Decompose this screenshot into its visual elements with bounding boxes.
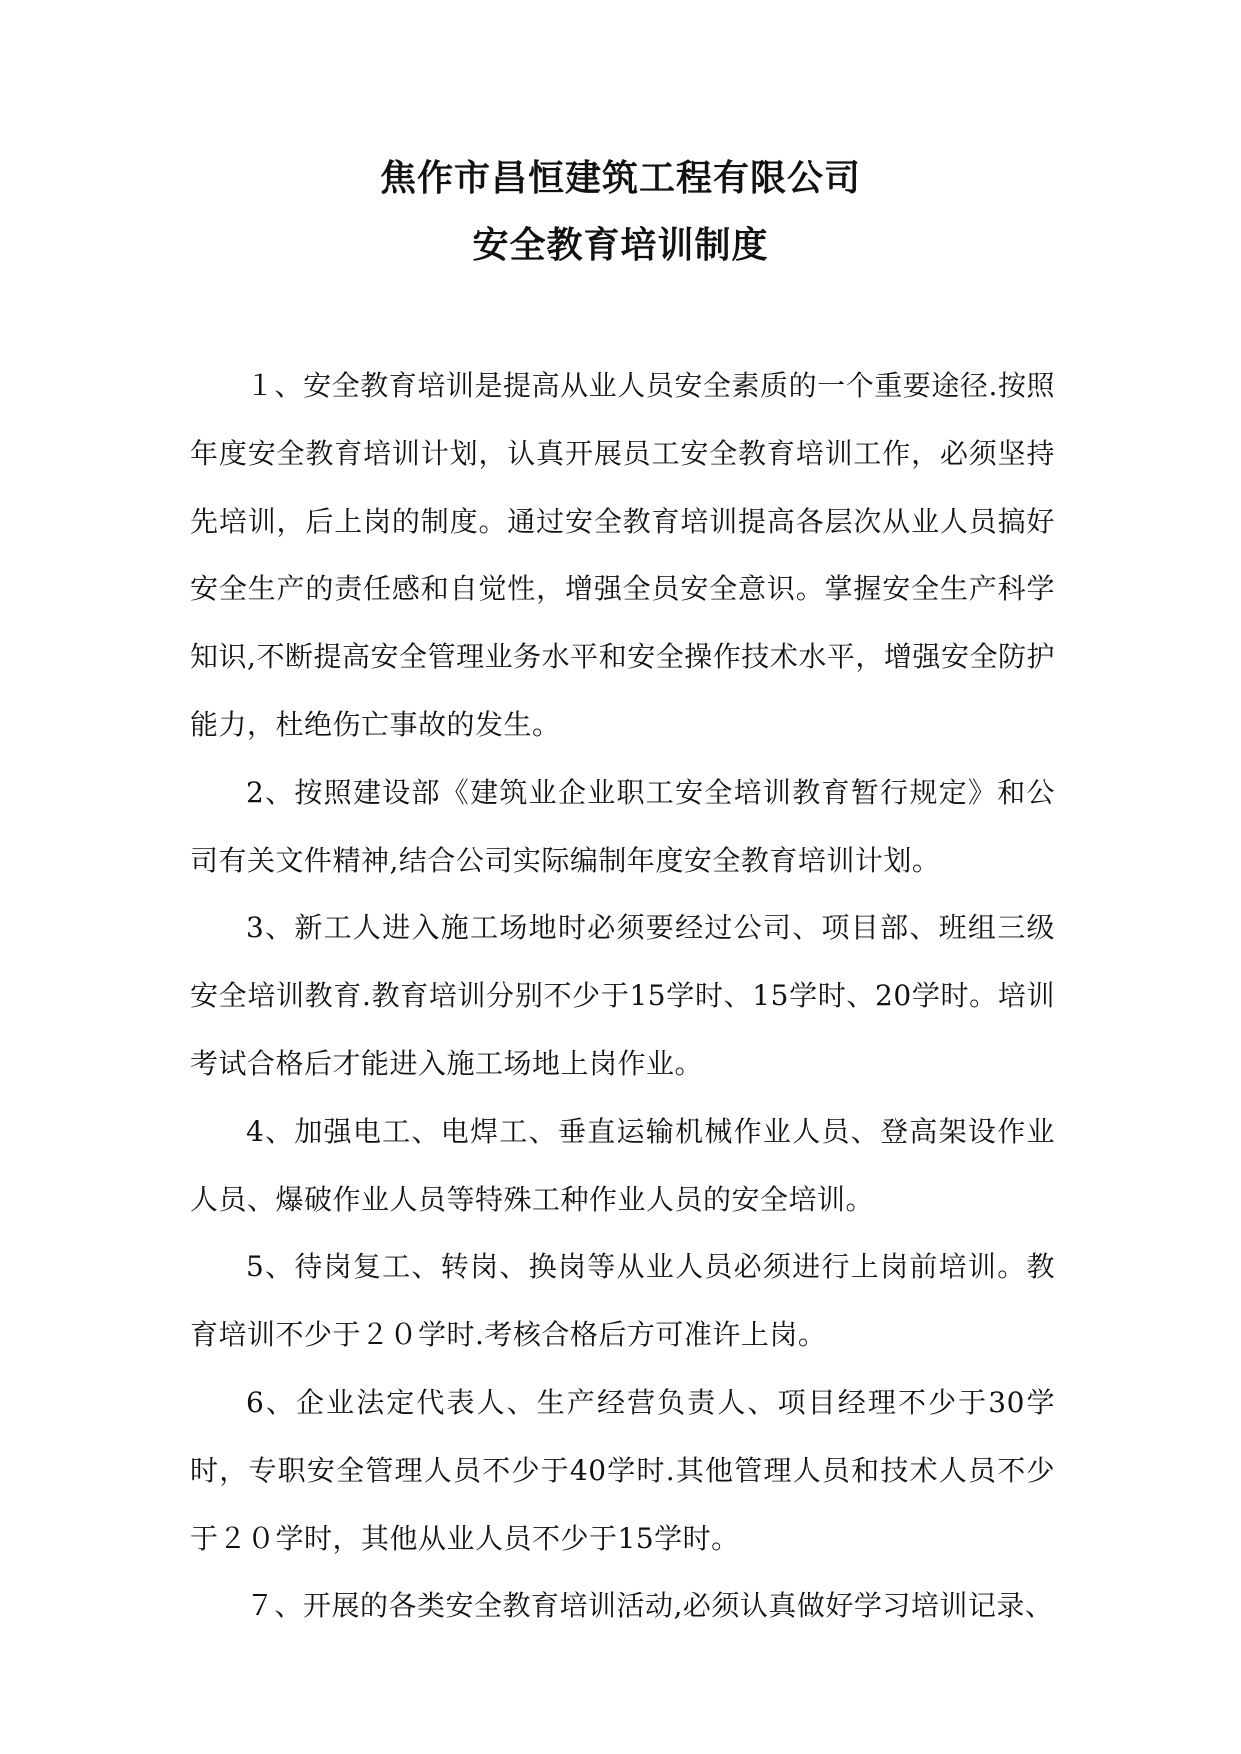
company-name-title: 焦作市昌恒建筑工程有限公司 [379, 158, 861, 199]
paragraph-3: 3、新工人进入施工场地时必须要经过公司、项目部、班组三级安全培训教育.教育培训分别不少于15学时、15学时、20学时。培训考试合格后才能进入施工场地上岗作业。 [190, 911, 1055, 1080]
paragraph-1: １、安全教育培训是提高从业人员安全素质的一个重要途径.按照年度安全教育培训计划，认真开展员工安全教育培训工作，必须坚持先培训，后上岗的制度。通过安全教育培训提高各层次从业人员搞好安全生产的责任感和自觉性，增强全员安全意识。掌握安全生产科学知识,不断提高安全管理业务水平和安全操作技术水平，增强安全防护能力，杜绝伤亡事故的发生。 [190, 369, 1055, 741]
document-body [190, 352, 1055, 1640]
paragraph-6: 6、企业法定代表人、生产经营负责人、项目经理不少于30学时，专职安全管理人员不少于40学时.其他管理人员和技术人员不少于２０学时，其他从业人员不少于15学时。 [190, 1385, 1055, 1555]
paragraph-5: 5、待岗复工、转岗、换岗等从业人员必须进行上岗前培训。教育培训不少于２０学时.考核合格后方可准许上岗。 [190, 1250, 1055, 1352]
document-title: 安全教育培训制度 [472, 225, 769, 266]
paragraph-2: 2、按照建设部《建筑业企业职工安全培训教育暂行规定》和公司有关文件精神,结合公司实际编制年度安全教育培训计划。 [190, 775, 1055, 877]
paragraph-7: ７、开展的各类安全教育培训活动,必须认真做好学习培训记录、 [246, 1589, 1054, 1623]
paragraph-4: 4、加强电工、电焊工、垂直运输机械作业人员、登高架设作业人员、爆破作业人员等特殊工种作业人员的安全培训。 [190, 1114, 1055, 1216]
